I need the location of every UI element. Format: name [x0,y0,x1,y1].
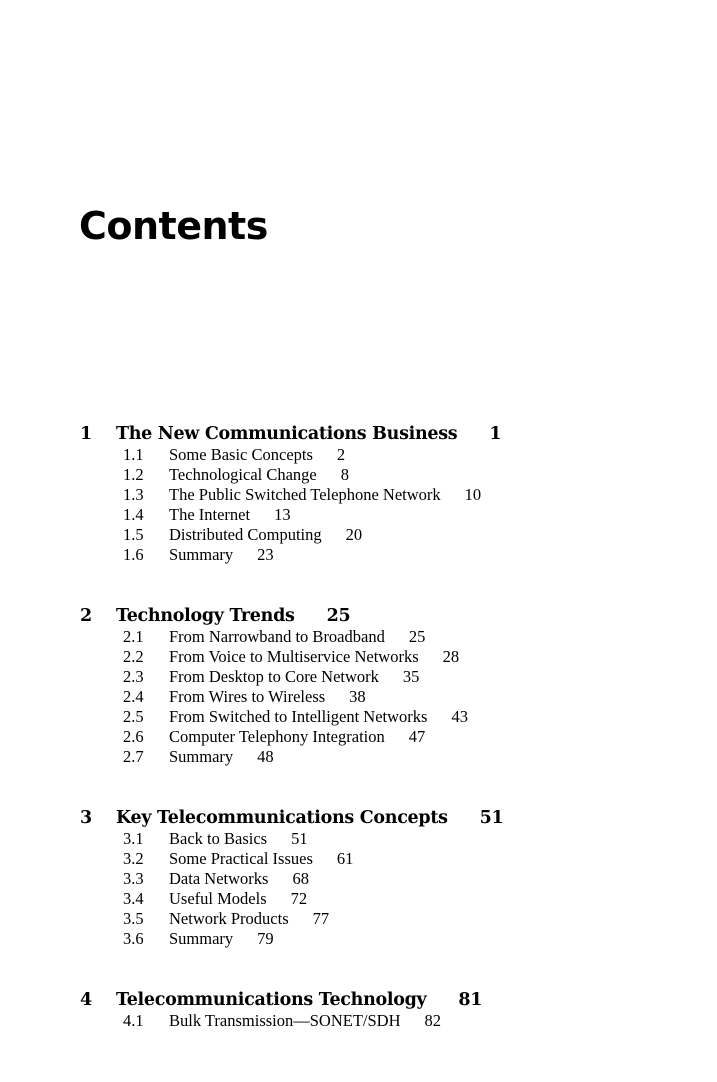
section-entry[interactable] [0,707,717,727]
chapter-heading[interactable] [0,989,717,1011]
chapter-heading[interactable] [0,423,717,445]
section-page-number: 61 [336,849,354,868]
chapter-page-number: 25 [326,606,351,626]
page-title: Contents [79,204,268,248]
section-title-text [169,505,291,525]
section-entry[interactable] [0,525,717,545]
section-title-text [169,667,419,687]
chapter-page-number: 1 [489,424,502,444]
toc-chapter-2 [0,605,717,767]
section-number: 1.3 [123,485,144,504]
chapter-heading[interactable] [0,605,717,627]
section-title: From Voice to Multiservice Networks [169,647,419,666]
section-title-text [169,869,309,889]
section-entry[interactable] [0,445,717,465]
chapter-title: Key Telecommunications Concepts [116,808,448,828]
section-title-text [169,747,274,767]
section-entry[interactable] [0,909,717,929]
chapter-title: The New Communications Business [116,424,458,444]
section-title-text [169,465,349,485]
section-number: 1.2 [123,465,144,484]
section-title-text [169,1011,441,1031]
section-entry[interactable] [0,829,717,849]
section-page-number: 48 [257,747,274,766]
chapter-heading[interactable] [0,807,717,829]
section-title-text [169,909,329,929]
section-page-number: 2 [336,445,346,464]
section-page-number: 47 [408,727,426,746]
section-page-number: 25 [408,627,426,646]
section-entry[interactable] [0,505,717,525]
section-number: 4.1 [123,1011,144,1030]
chapter-title: Telecommunications Technology [116,990,427,1010]
chapter-title-text [116,989,482,1011]
chapter-page-number: 51 [479,808,504,828]
section-number: 1.4 [123,505,144,524]
chapter-title: Technology Trends [116,606,295,626]
section-title: Summary [169,545,234,564]
chapter-title-text [116,807,503,829]
section-page-number: 79 [257,929,274,948]
section-entry[interactable] [0,667,717,687]
section-number: 2.2 [123,647,144,666]
section-title-text [169,889,307,909]
section-page-number: 20 [345,525,363,544]
section-title: Summary [169,747,234,766]
chapter-number: 2 [80,606,92,626]
section-title: Network Products [169,909,289,928]
section-title: Bulk Transmission—SONET/SDH [169,1011,401,1030]
section-title: From Desktop to Core Network [169,667,379,686]
section-title-text [169,727,425,747]
section-page-number: 13 [274,505,291,524]
section-page-number: 38 [349,687,366,706]
section-title: Distributed Computing [169,525,322,544]
section-title-text [169,525,362,545]
section-entry[interactable] [0,687,717,707]
section-title: From Switched to Intelligent Networks [169,707,428,726]
section-title-text [169,545,274,565]
section-title: Back to Basics [169,829,268,848]
section-title: Technological Change [169,465,317,484]
section-title-text [169,687,366,707]
section-page-number: 82 [424,1011,442,1030]
section-page-number: 77 [312,909,330,928]
chapter-number: 4 [80,990,92,1010]
section-page-number: 43 [451,707,468,726]
section-entry[interactable] [0,1011,717,1031]
section-entry[interactable] [0,747,717,767]
section-title: From Narrowband to Broadband [169,627,385,646]
section-entry[interactable] [0,485,717,505]
section-title-text [169,929,274,949]
section-entry[interactable] [0,545,717,565]
section-entry[interactable] [0,929,717,949]
section-title: Useful Models [169,889,267,908]
toc-chapter-4 [0,989,717,1031]
section-number: 3.5 [123,909,144,928]
section-number: 2.4 [123,687,144,706]
section-title: The Internet [169,505,251,524]
chapter-title-text [116,605,350,627]
section-title-text [169,849,353,869]
section-entry[interactable] [0,869,717,889]
toc-chapter-3 [0,807,717,949]
chapter-number: 1 [80,424,92,444]
section-title: Data Networks [169,869,269,888]
section-number: 3.4 [123,889,144,908]
section-title-text [169,707,468,727]
section-page-number: 28 [442,647,460,666]
section-entry[interactable] [0,889,717,909]
section-title: Summary [169,929,234,948]
section-page-number: 72 [290,889,308,908]
section-entry[interactable] [0,465,717,485]
section-title: Some Practical Issues [169,849,313,868]
section-number: 2.7 [123,747,144,766]
section-number: 1.1 [123,445,144,464]
section-page-number: 68 [292,869,309,888]
section-title: Some Basic Concepts [169,445,313,464]
section-number: 3.3 [123,869,144,888]
section-title-text [169,627,425,647]
section-title: The Public Switched Telephone Network [169,485,441,504]
section-page-number: 8 [340,465,350,484]
section-number: 2.3 [123,667,144,686]
chapter-title-text [116,423,501,445]
section-entry[interactable] [0,647,717,667]
section-entry[interactable] [0,727,717,747]
section-page-number: 35 [402,667,420,686]
toc-chapter-1 [0,423,717,565]
section-page-number: 23 [257,545,274,564]
section-number: 3.2 [123,849,144,868]
section-entry[interactable] [0,627,717,647]
section-number: 2.1 [123,627,144,646]
table-of-contents [0,423,717,1071]
section-title: Computer Telephony Integration [169,727,385,746]
section-title: From Wires to Wireless [169,687,326,706]
section-number: 2.6 [123,727,144,746]
section-number: 3.6 [123,929,144,948]
section-number: 2.5 [123,707,144,726]
section-title-text [169,445,345,465]
section-number: 3.1 [123,829,144,848]
chapter-number: 3 [80,808,92,828]
section-page-number: 51 [291,829,308,848]
section-number: 1.6 [123,545,144,564]
section-title-text [169,829,308,849]
section-title-text [169,485,481,505]
section-page-number: 10 [464,485,482,504]
chapter-page-number: 81 [458,990,483,1010]
section-number: 1.5 [123,525,144,544]
section-entry[interactable] [0,849,717,869]
section-title-text [169,647,459,667]
